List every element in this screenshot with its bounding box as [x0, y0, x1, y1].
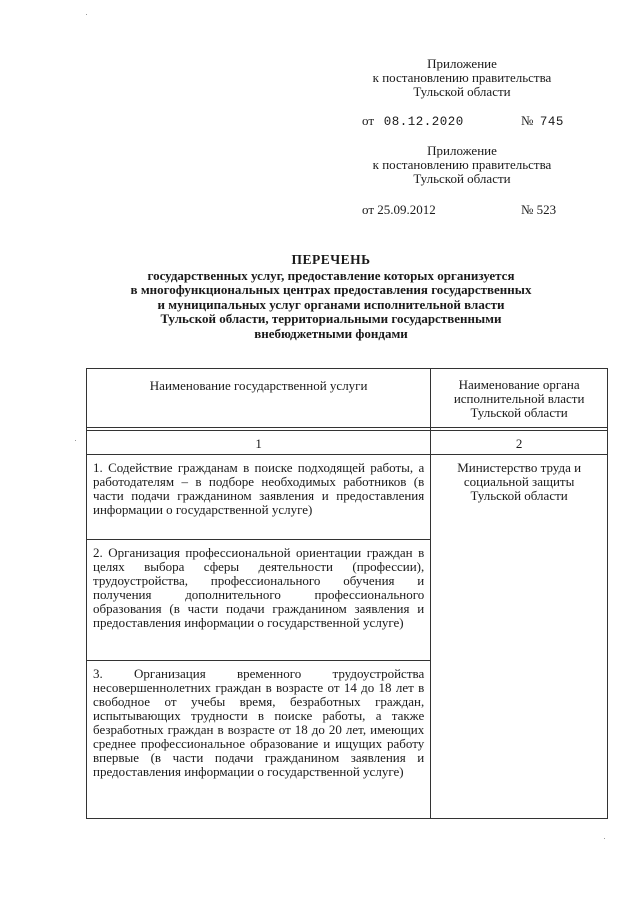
appendix-resolution-ref: к постановлению правительства	[372, 157, 552, 172]
table-header-row	[87, 369, 608, 428]
service-item-1: 1. Содействие гражданам в поиске подходящей работы, а работодателям – в подборе необходимых работников (в части подачи гражданином заявления и предоставления информации о государственной услуге)	[87, 455, 431, 540]
title-line: в многофункциональных центрах предоставления государственных	[130, 282, 532, 297]
title-line: государственных услуг, предоставление которых организуется	[147, 267, 515, 283]
number-prefix: №	[521, 113, 534, 128]
column-number-row	[87, 431, 608, 455]
appendix-label: Приложение	[427, 143, 497, 158]
scan-speck	[604, 838, 605, 839]
resolution-number-original: № 523	[521, 202, 557, 217]
table-row	[87, 455, 608, 540]
appendix-region: Тульской области	[413, 171, 511, 186]
services-table	[86, 368, 608, 819]
document-title	[86, 253, 576, 341]
scan-speck	[75, 440, 76, 441]
date-value: 08.12.2020	[383, 115, 464, 129]
title-line: и муниципальных услуг органами исполнительной власти	[157, 296, 505, 312]
appendix-resolution-ref: к постановлению правительства	[372, 70, 552, 85]
header-service-name: Наименование государственной услуги	[87, 369, 431, 428]
scan-speck	[86, 14, 87, 15]
service-item-3: 3. Организация временного трудоустройства несовершеннолетних граждан в возрасте от 14 до 18 лет в свободное от учебы время, безработных граждан, испытывающих трудности в поиске работы, а также безработных граждан в возрасте от 18 до 20 лет, имеющих среднее профессиональное образование и ищущих работу впервые (в части подачи гражданином заявления и предоставления информации о государственной услуге)	[87, 661, 431, 819]
authority-ministry: Министерство труда и социальной защиты Тульской области	[431, 455, 608, 819]
column-number: 2	[431, 431, 608, 455]
appendix-region: Тульской области	[413, 84, 511, 99]
date-prefix: от	[362, 113, 375, 128]
appendix-header-current	[347, 57, 577, 99]
number-value: 745	[539, 115, 564, 129]
resolution-date-current	[362, 113, 464, 129]
header-authority-name: Наименование органа исполнительной власти Тульской области	[431, 369, 608, 428]
appendix-header-original	[347, 144, 577, 186]
resolution-number-current	[521, 113, 564, 129]
service-item-2: 2. Организация профессиональной ориентации граждан в целях выбора сферы деятельности (профессии), трудоустройства, профессионального обучения и получения дополнительного профессионального образования (в части подачи гражданином заявления и предоставления информации о государственной услуге)	[87, 540, 431, 661]
column-number: 1	[87, 431, 431, 455]
resolution-date-original: от 25.09.2012	[362, 202, 436, 217]
title-main: ПЕРЕЧЕНЬ	[291, 252, 371, 267]
appendix-label: Приложение	[427, 56, 497, 71]
title-line: внебюджетными фондами	[254, 325, 408, 341]
title-line: Тульской области, территориальными государственными	[160, 311, 502, 326]
